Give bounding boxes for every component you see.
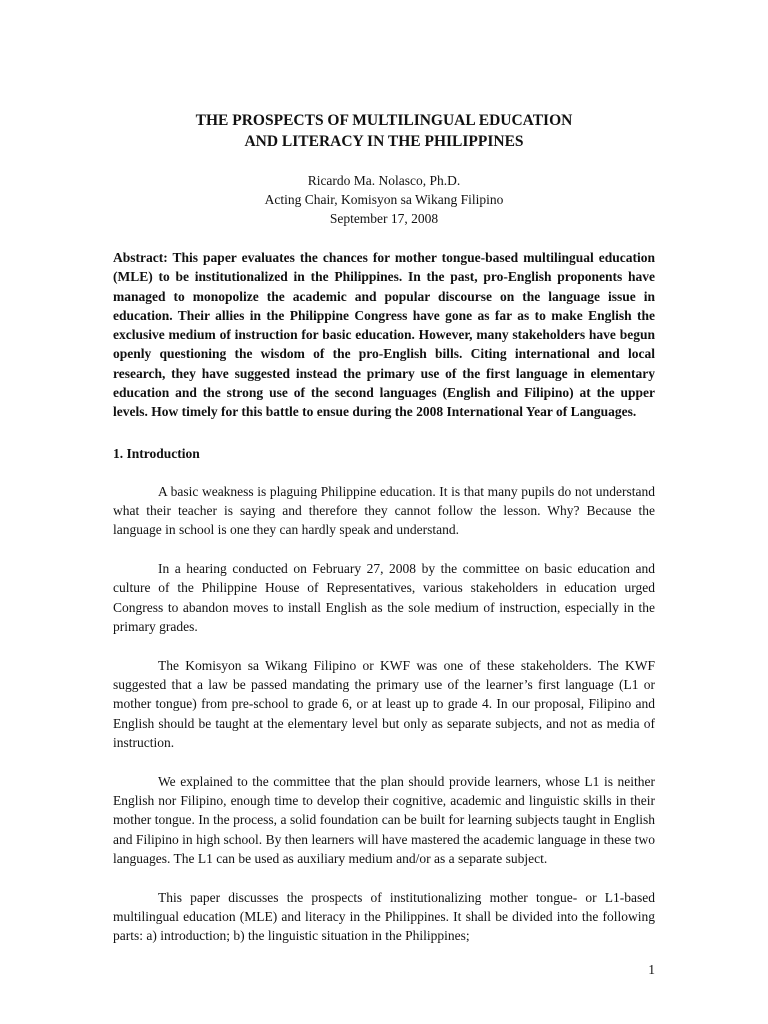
- abstract: Abstract: This paper evaluates the chances for mother tongue-based multilingual education (MLE) to be institutionalized in the Philippines. In the past, pro-English proponents have managed to monopolize the academic and popular discourse on the language issue in education. Their allies in the Philippine Congress have gone as far as to make English the exclusive medium of instruction for basic education. However, many stakeholders have begun openly questioning the wisdom of the pro-English bills. Citing international and local research, they have suggested instead the primary use of the first language in elementary education and the strong use of the second languages (English and Filipino) at the upper levels. How timely for this battle to ensue during the 2008 International Year of Languages.: [113, 250, 655, 420]
- body-paragraph: A basic weakness is plaguing Philippine education. It is that many pupils do not understand what their teacher is saying and therefore they cannot follow the lesson. Why? Because the language in school is one they can hardly speak and understand.: [113, 483, 655, 538]
- section-heading-introduction: 1. Introduction: [113, 445, 200, 461]
- paper-title: [113, 110, 655, 152]
- page-number: 1: [648, 962, 655, 977]
- paper-date: September 17, 2008: [329, 211, 439, 226]
- body-paragraph: We explained to the committee that the plan should provide learners, whose L1 is neither English nor Filipino, enough time to develop their cognitive, academic and linguistic skills in their mother tongue. In the process, a solid foundation can be built for learning subjects taught in English and Filipino in high school. By then learners will have mastered the academic language in these two languages. The L1 can be used as auxiliary medium and/or as a separate subject.: [113, 773, 655, 867]
- byline: [113, 171, 655, 228]
- body-paragraph: In a hearing conducted on February 27, 2008 by the committee on basic education and culture of the Philippine House of Representatives, various stakeholders in education urged Congress to abandon moves to install English as the sole medium of instruction, especially in the primary grades.: [113, 560, 655, 635]
- body-paragraph: This paper discusses the prospects of institutionalizing mother tongue- or L1-based multilingual education (MLE) and literacy in the Philippines. It shall be divided into the following parts: a) introduction; b) the linguistic situation in the Philippines;: [113, 889, 655, 944]
- title-line-1: THE PROSPECTS OF MULTILINGUAL EDUCATION: [195, 112, 573, 129]
- author-name: Ricardo Ma. Nolasco, Ph.D.: [307, 173, 461, 188]
- page-content: [113, 110, 655, 946]
- title-line-2: AND LITERACY IN THE PHILIPPINES: [244, 133, 524, 150]
- author-affiliation: Acting Chair, Komisyon sa Wikang Filipino: [264, 192, 504, 207]
- body-paragraph: The Komisyon sa Wikang Filipino or KWF was one of these stakeholders. The KWF suggested that a law be passed mandating the primary use of the learner’s first language (L1 or mother tongue) from pre-school to grade 6, or at least up to grade 4. In our proposal, Filipino and English should be taught at the elementary level but only as separate subjects, and not as media of instruction.: [113, 657, 655, 751]
